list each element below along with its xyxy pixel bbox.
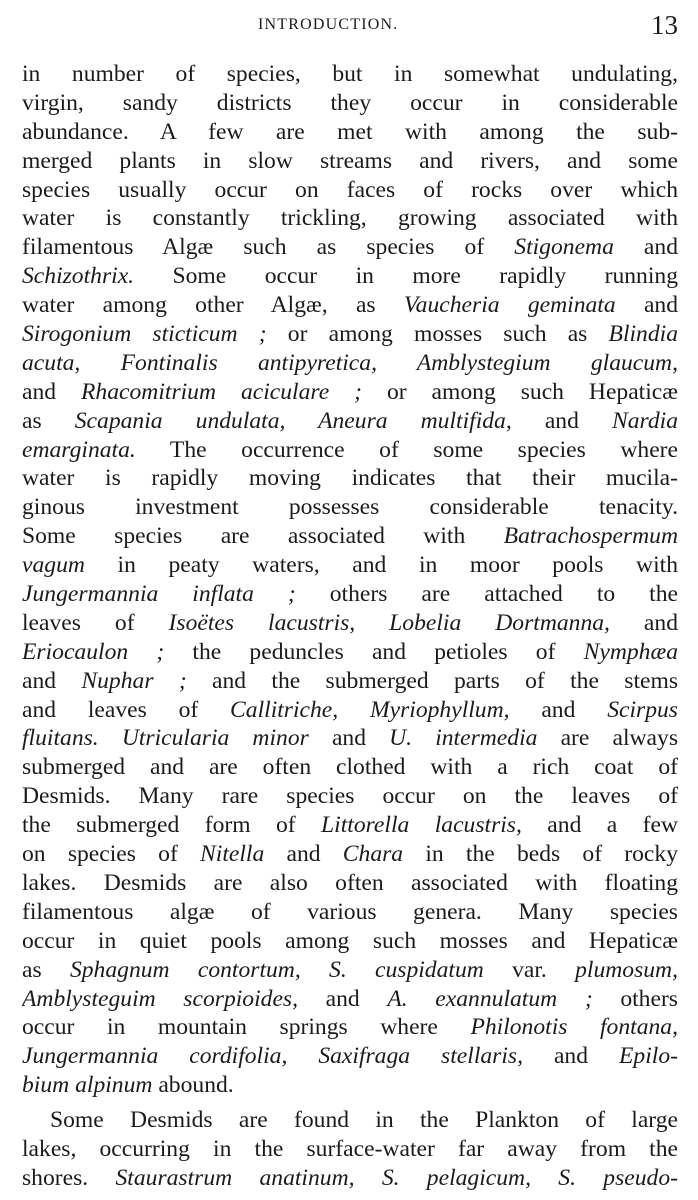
text-run: in number of species, but in somewhat undulating, (22, 61, 678, 87)
text-run: species usually occur on faces of rocks over which (22, 176, 678, 203)
italic-taxon-name: Jungermannia inflata ; (22, 581, 296, 608)
italic-taxon-name: Stigonema (514, 234, 614, 261)
running-title: INTRODUCTION. (258, 16, 399, 33)
italic-taxon-name: Nuphar ; (81, 667, 187, 694)
italic-taxon-name: Philonotis fontana, (470, 1014, 678, 1041)
text-run: var. (483, 956, 576, 983)
text-run: and the submerged parts of the stems (186, 667, 678, 694)
text-line (22, 176, 678, 205)
text-run: and (298, 985, 388, 1012)
body-text (22, 60, 678, 1193)
italic-taxon-name: U. intermedia (389, 725, 538, 752)
italic-taxon-name: Sphagnum contortum, S. cuspidatum (69, 956, 484, 983)
text-line (22, 320, 678, 349)
text-line (22, 522, 678, 551)
italic-taxon-name: acuta, Fontinalis antipyretica, Amblystegium glaucum, (22, 349, 678, 376)
italic-taxon-name: Isoëtes lacustris, Lobelia Dortmanna, (168, 609, 610, 636)
text-run: others (592, 985, 678, 1012)
running-header (0, 10, 698, 50)
text-line (22, 1164, 678, 1193)
text-run: The occurrence of some species where (135, 436, 678, 463)
text-run: water is constantly trickling, growing associated with (22, 205, 678, 232)
text-run: Some Desmids are found in the Plankton of large (50, 1107, 678, 1134)
text-run: as (22, 956, 70, 983)
text-run: abundance. A few are met with among the sub- (22, 118, 678, 145)
italic-taxon-name: Rhacomitrium aciculare ; (81, 378, 362, 405)
italic-taxon-name: Sirogonium sticticum ; (22, 321, 267, 348)
text-run: or among mosses such as (266, 321, 609, 348)
text-line (22, 782, 678, 811)
text-line (22, 1071, 678, 1100)
text-run: occur in mountain springs where (22, 1014, 471, 1041)
text-run: or among such Hepaticæ (362, 378, 678, 405)
text-line (22, 898, 678, 927)
text-line (22, 667, 678, 696)
text-line (22, 956, 678, 985)
text-line (22, 753, 678, 782)
text-line (22, 204, 678, 233)
text-run: and (264, 841, 343, 868)
text-run: and a few (521, 812, 678, 839)
text-line (22, 985, 678, 1014)
text-line (22, 696, 678, 725)
text-run: and (22, 667, 82, 694)
italic-taxon-name: plumosum, (575, 956, 678, 983)
text-run: occur in quiet pools among such mosses and Hepaticæ (22, 927, 678, 954)
page-number: 13 (651, 10, 678, 40)
text-line (22, 493, 678, 522)
text-run: Some occur in more rapidly running (134, 263, 678, 290)
text-line (22, 580, 678, 609)
italic-taxon-name: A. exannulatum ; (387, 985, 593, 1012)
text-run: and (615, 292, 678, 319)
text-run: virgin, sandy districts they occur in considerable (22, 89, 678, 116)
text-line (22, 147, 678, 176)
text-run: and (522, 1043, 619, 1070)
italic-taxon-name: Staurastrum anatinum, S. pelagicum, S. pseudo- (115, 1164, 678, 1191)
text-run: shores. (22, 1164, 116, 1191)
italic-taxon-name: Schizothrix. (22, 263, 135, 290)
text-run: and (613, 234, 678, 261)
italic-taxon-name: Chara (342, 841, 404, 868)
text-line (22, 291, 678, 320)
text-run: the submerged form of (22, 812, 322, 839)
text-line (22, 551, 678, 580)
italic-taxon-name: Littorella lacustris, (321, 812, 522, 839)
text-line (22, 638, 678, 667)
italic-taxon-name: Jungermannia cordifolia, Saxifraga stellaris, (22, 1043, 523, 1070)
italic-taxon-name: Callitriche, Myriophyllum, (230, 696, 510, 723)
text-line (22, 378, 678, 407)
text-run: on species of (22, 841, 201, 868)
text-run: in the beds of rocky (403, 841, 678, 868)
italic-taxon-name: Vaucheria geminata (403, 292, 616, 319)
text-run: submerged and are often clothed with a rich coat of (22, 754, 678, 781)
text-run: and (308, 725, 390, 752)
text-line (22, 724, 678, 753)
text-run: lakes. Desmids are also often associated with floating (22, 869, 678, 896)
text-line (22, 464, 678, 493)
italic-taxon-name: bium alpinum (22, 1072, 153, 1099)
text-line (22, 840, 678, 869)
text-run: and (511, 407, 612, 434)
italic-taxon-name: vagum (22, 552, 85, 579)
text-run: lakes, occurring in the surface-water far away from the (22, 1135, 678, 1162)
text-run: and (509, 696, 608, 723)
text-run: and leaves of (22, 696, 231, 723)
text-line (22, 1135, 678, 1164)
text-line (22, 89, 678, 118)
text-run: the peduncles and petioles of (164, 638, 584, 665)
text-run: as (22, 407, 75, 434)
paragraph (22, 1100, 678, 1193)
text-run: water among other Algæ, as (22, 292, 404, 319)
text-line (22, 811, 678, 840)
italic-taxon-name: emarginata. (22, 436, 136, 463)
text-run: Some species are associated with (22, 523, 504, 550)
text-line (22, 1106, 678, 1135)
italic-taxon-name: Nardia (612, 407, 678, 434)
text-run: in peaty waters, and in moor pools with (84, 552, 678, 579)
text-line (22, 1042, 678, 1071)
italic-taxon-name: Epilo- (619, 1043, 678, 1070)
text-line (22, 927, 678, 956)
italic-taxon-name: Batrachospermum (503, 523, 678, 550)
text-line (22, 407, 678, 436)
text-line (22, 349, 678, 378)
text-run: others are attached to the (295, 581, 678, 608)
text-line (22, 609, 678, 638)
text-run: leaves of (22, 609, 169, 636)
text-line (22, 869, 678, 898)
text-line (22, 1013, 678, 1042)
text-run: are always (537, 725, 678, 752)
text-line (22, 233, 678, 262)
italic-taxon-name: Blindia (608, 321, 678, 348)
italic-taxon-name: Nitella (200, 841, 265, 868)
text-line (22, 60, 678, 89)
paragraph (22, 60, 678, 1100)
italic-taxon-name: Amblysteguim scorpioides, (22, 985, 298, 1012)
text-run: filamentous Algæ such as species of (22, 234, 515, 261)
text-line (22, 262, 678, 291)
text-run: abound. (152, 1072, 234, 1099)
text-line (22, 118, 678, 147)
italic-taxon-name: Eriocaulon ; (22, 638, 165, 665)
text-run: Desmids. Many rare species occur on the leaves of (22, 783, 678, 810)
italic-taxon-name: Scirpus (607, 696, 678, 723)
text-run: merged plants in slow streams and rivers, and some (22, 147, 678, 174)
text-run: filamentous algæ of various genera. Many species (22, 898, 678, 925)
text-line (22, 436, 678, 465)
text-run: ginous investment possesses considerable tenacity. (22, 494, 678, 521)
italic-taxon-name: Nymphæa (583, 638, 678, 665)
text-run: water is rapidly moving indicates that their mucila- (22, 465, 678, 492)
text-run: and (22, 378, 82, 405)
italic-taxon-name: Scapania undulata, Aneura multifida, (74, 407, 512, 434)
italic-taxon-name: fluitans. Utricularia minor (22, 725, 309, 752)
text-run: and (609, 609, 678, 636)
